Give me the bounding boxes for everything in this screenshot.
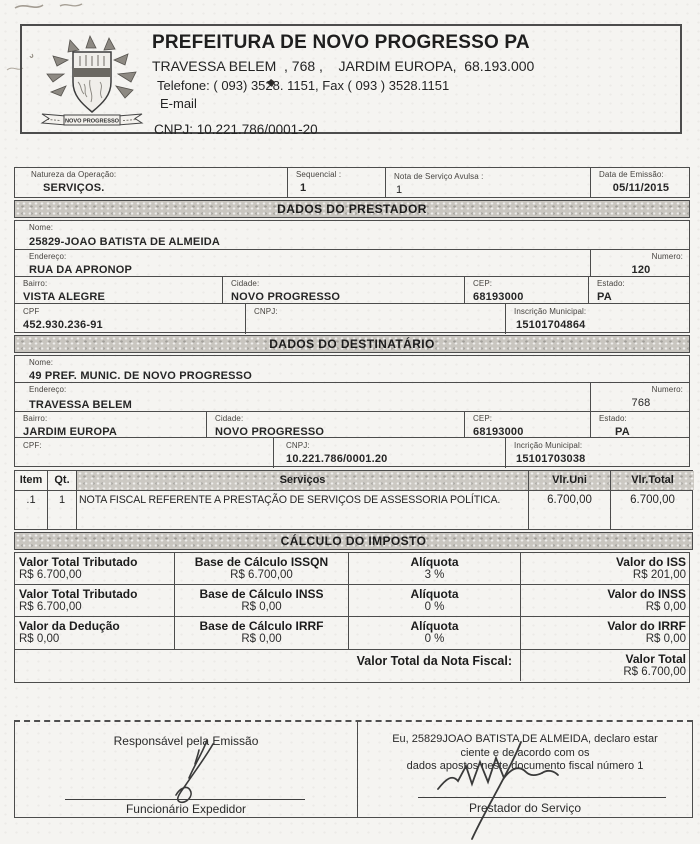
prestador-signature-line [418, 797, 666, 798]
imposto-r3-c1-value: R$ 0,00 [19, 633, 60, 645]
servico-row-vlr-total: 6.700,00 [630, 494, 675, 506]
imposto-r1-c3-label: Alíquota [410, 555, 459, 569]
destinatario-estado-cell [591, 412, 691, 437]
destinatario-nome-cell [15, 356, 689, 382]
destinatario-cnpj-label: CNPJ: [286, 441, 310, 450]
imposto-r2-aliquota [349, 585, 521, 616]
destinatario-cnpj-cell [274, 438, 506, 468]
prestador-bairro-label: Bairro: [23, 279, 48, 288]
nota-avulsa-cell [386, 168, 591, 197]
destinatario-estado-value: PA [615, 426, 630, 437]
destinatario-bairro-label: Bairro: [23, 414, 48, 423]
imposto-r1-c4-label: Valor do ISS [615, 555, 686, 569]
imposto-r2-c2-value: R$ 0,00 [241, 601, 282, 613]
destinatario-estado-label: Estado: [599, 414, 627, 423]
prestador-cep-label: CEP: [473, 279, 493, 288]
imposto-r2-c3-value: 0 % [424, 601, 445, 613]
declaration-line-2: ciente e de acordo com os [460, 746, 590, 759]
prestador-inscricao-label: Inscrição Municipal: [514, 307, 587, 316]
meta-row [14, 167, 690, 198]
imposto-total-col-label: Valor Total [625, 652, 686, 666]
imposto-r1-tributado [15, 553, 175, 584]
imposto-r1-c2-label: Base de Cálculo ISSQN [194, 555, 329, 569]
servicos-table [14, 470, 693, 530]
nota-avulsa-value: 1 [396, 184, 403, 196]
imposto-r1-c1-value: R$ 6.700,00 [19, 569, 82, 581]
letterhead-email: E-mail [160, 96, 197, 111]
destinatario-inscricao-label: Incrição Municipal: [514, 441, 583, 450]
imposto-r1-c3-value: 3 % [424, 569, 445, 581]
prestador-inscricao-value: 15101704864 [516, 319, 586, 331]
data-emissao-value: 05/11/2015 [612, 182, 670, 194]
servico-row-qt: 1 [48, 491, 77, 529]
imposto-r3-base-irrf [175, 617, 349, 649]
declaration-line-3: dados apostos neste documento fiscal número 1 [406, 760, 644, 772]
imposto-r2-base-inss [175, 585, 349, 616]
data-emissao-cell [591, 168, 691, 197]
sequencial-cell [288, 168, 386, 197]
destinatario-numero-value: 768 [631, 397, 651, 409]
servico-row-vlr-uni: 6.700,00 [529, 491, 611, 529]
prestador-signature-cell [358, 722, 692, 817]
imposto-r3-valor-irrf [521, 617, 691, 649]
prestador-inscricao-cell [506, 304, 691, 334]
section-band-imposto [14, 532, 693, 550]
servicos-header-vlr-total: Vlr.Total [611, 471, 694, 490]
imposto-r2-valor-inss [521, 585, 691, 616]
section-band-destinatario [14, 335, 690, 353]
destinatario-inscricao-cell [506, 438, 691, 468]
prestador-cnpj-cell [246, 304, 506, 334]
imposto-r1-valor-iss [521, 553, 691, 584]
imposto-total-label-cell [15, 650, 521, 681]
prestador-numero-value: 120 [631, 264, 651, 276]
imposto-r3-c4-value: R$ 0,00 [645, 633, 686, 645]
imposto-r2-c3-label: Alíquota [410, 587, 459, 601]
nota-avulsa-label: Nota de Serviço Avulsa : [394, 172, 484, 181]
destinatario-cpf-cell [15, 438, 274, 468]
servicos-header-servicos: Serviços [77, 471, 529, 490]
prestador-cnpj-label: CNPJ: [254, 307, 278, 316]
imposto-r1-c2-value: R$ 6.700,00 [230, 569, 293, 581]
imposto-r2-c4-label: Valor do INSS [607, 587, 686, 601]
servico-row-descricao: NOTA FISCAL REFERENTE A PRESTAÇÃO DE SERVIÇOS DE ASSESSORIA POLÍTICA. [77, 491, 529, 529]
prestador-nome-value: 25829-JOAO BATISTA DE ALMEIDA [29, 236, 220, 248]
imposto-r2-c2-label: Base de Cálculo INSS [199, 587, 324, 601]
imposto-r2-c4-value: R$ 0,00 [645, 601, 686, 613]
prestador-nome-cell [15, 221, 689, 249]
destinatario-numero-cell [591, 383, 691, 411]
destinatario-cidade-value: NOVO PROGRESSO [215, 426, 325, 437]
prestador-estado-cell [589, 277, 691, 303]
imposto-r3-deducao [15, 617, 175, 649]
destinatario-cep-value: 68193000 [473, 426, 524, 437]
imposto-total-value: R$ 6.700,00 [623, 666, 686, 678]
prestador-numero-cell [591, 250, 691, 276]
prestador-cpf-value: 452.930.236-91 [23, 319, 103, 331]
letterhead-address: TRAVESSA BELEM , 768 , JARDIM EUROPA, 68.193.000 [152, 58, 535, 74]
sequencial-value: 1 [300, 182, 307, 194]
destinatario-endereco-value: TRAVESSA BELEM [29, 399, 133, 411]
servicos-header-item: Item [15, 471, 48, 490]
destinatario-cidade-cell [207, 412, 465, 437]
imposto-total-label: Valor Total da Nota Fiscal: [356, 654, 512, 668]
natureza-operacao-cell [15, 168, 288, 197]
letterhead-phone: Telefone: ( 093) 3528. 1151, Fax ( 093 ) 3528.1151 [157, 78, 450, 93]
emissao-signature-cell [15, 722, 358, 817]
funcionario-expedidor-label: Funcionário Expedidor [125, 802, 247, 816]
prestador-bairro-cell [15, 277, 223, 303]
destinatario-cpf-label: CPF: [23, 441, 42, 450]
prestador-cep-cell [465, 277, 589, 303]
prestador-cidade-value: NOVO PROGRESSO [231, 291, 341, 303]
prestador-cpf-label: CPF [23, 307, 40, 316]
imposto-r2-tributado [15, 585, 175, 616]
imposto-r3-c4-label: Valor do IRRF [607, 619, 686, 633]
natureza-operacao-label: Natureza da Operação: [31, 170, 117, 179]
prestador-cidade-cell [223, 277, 465, 303]
destinatario-bairro-cell [15, 412, 207, 437]
imposto-r1-aliquota [349, 553, 521, 584]
prestador-signature-scribble [388, 734, 608, 844]
servicos-header-qt: Qt. [48, 471, 77, 490]
prestador-bairro-value: VISTA ALEGRE [23, 291, 106, 303]
destinatario-numero-label: Numero: [651, 385, 683, 394]
imposto-r3-c1-label: Valor da Dedução [19, 619, 120, 633]
destinatario-inscricao-value: 15101703038 [516, 453, 586, 465]
natureza-operacao-value: SERVIÇOS. [43, 182, 105, 194]
servico-row-item: .1 [15, 491, 48, 529]
prestador-box [14, 220, 690, 333]
imposto-r1-c4-value: R$ 201,00 [632, 569, 686, 581]
prestador-numero-label: Numero: [651, 252, 683, 261]
imposto-r3-c3-label: Alíquota [410, 619, 459, 633]
coat-of-arms-logo [40, 32, 144, 132]
destinatario-cidade-label: Cidade: [215, 414, 244, 423]
data-emissao-label: Data de Emissão: [599, 170, 664, 179]
signature-box [14, 722, 693, 818]
letterhead-title: PREFEITURA DE NOVO PROGRESSO PA [152, 32, 530, 53]
logo-banner-text: NOVO PROGRESSO [64, 118, 120, 125]
prestador-cep-value: 68193000 [473, 291, 524, 303]
imposto-r1-c1-label: Valor Total Tributado [19, 555, 138, 569]
imposto-r2-c1-label: Valor Total Tributado [19, 587, 138, 601]
destinatario-endereco-cell [15, 383, 591, 411]
destinatario-cep-label: CEP: [473, 414, 493, 423]
destinatario-endereco-label: Endereço: [29, 385, 67, 394]
prestador-cpf-cell [15, 304, 246, 334]
prestador-section-title: DADOS DO PRESTADOR [277, 202, 427, 216]
funcionario-signature-line [65, 799, 305, 800]
imposto-r1-base-issqn [175, 553, 349, 584]
imposto-table [14, 552, 690, 683]
imposto-section-title: CÁLCULO DO IMPOSTO [280, 534, 427, 548]
prestador-nome-label: Nome: [29, 223, 54, 232]
prestador-estado-value: PA [597, 291, 612, 303]
prestador-endereco-label: Endereço: [29, 252, 67, 261]
sequencial-label: Sequencial : [296, 170, 342, 179]
imposto-r3-aliquota [349, 617, 521, 649]
prestador-servico-label: Prestador do Serviço [468, 801, 582, 815]
destinatario-bairro-value: JARDIM EUROPA [23, 426, 118, 437]
imposto-total-value-cell [521, 650, 691, 681]
section-band-prestador [14, 200, 690, 218]
letterhead-cnpj: CNPJ: 10.221.786/0001-20 [154, 122, 318, 137]
destinatario-cpf-value [15, 451, 273, 453]
letterhead-box [20, 24, 682, 137]
imposto-r3-c2-label: Base de Cálculo IRRF [199, 619, 324, 633]
destinatario-section-title: DADOS DO DESTINATÁRIO [269, 337, 435, 351]
declaration-line-1: Eu, 25829JOAO BATISTA DE ALMEIDA, declaro estar [392, 733, 658, 745]
destinatario-cnpj-value: 10.221.786/0001.20 [286, 453, 388, 465]
destinatario-nome-value: 49 PREF. MUNIC. DE NOVO PROGRESSO [29, 370, 252, 382]
prestador-endereco-cell [15, 250, 591, 276]
imposto-r3-c3-value: 0 % [424, 633, 445, 645]
prestador-cidade-label: Cidade: [231, 279, 260, 288]
prestador-endereco-value: RUA DA APRONOP [29, 264, 133, 276]
prestador-estado-label: Estado: [597, 279, 625, 288]
destinatario-nome-label: Nome: [29, 358, 54, 367]
destinatario-box [14, 355, 690, 467]
responsavel-emissao-title: Responsável pela Emissão [113, 734, 259, 748]
imposto-r2-c1-value: R$ 6.700,00 [19, 601, 82, 613]
servicos-header-vlr-uni: Vlr.Uni [529, 471, 611, 490]
prestador-cnpj-value [246, 317, 505, 319]
imposto-r3-c2-value: R$ 0,00 [241, 633, 282, 645]
destinatario-cep-cell [465, 412, 591, 437]
